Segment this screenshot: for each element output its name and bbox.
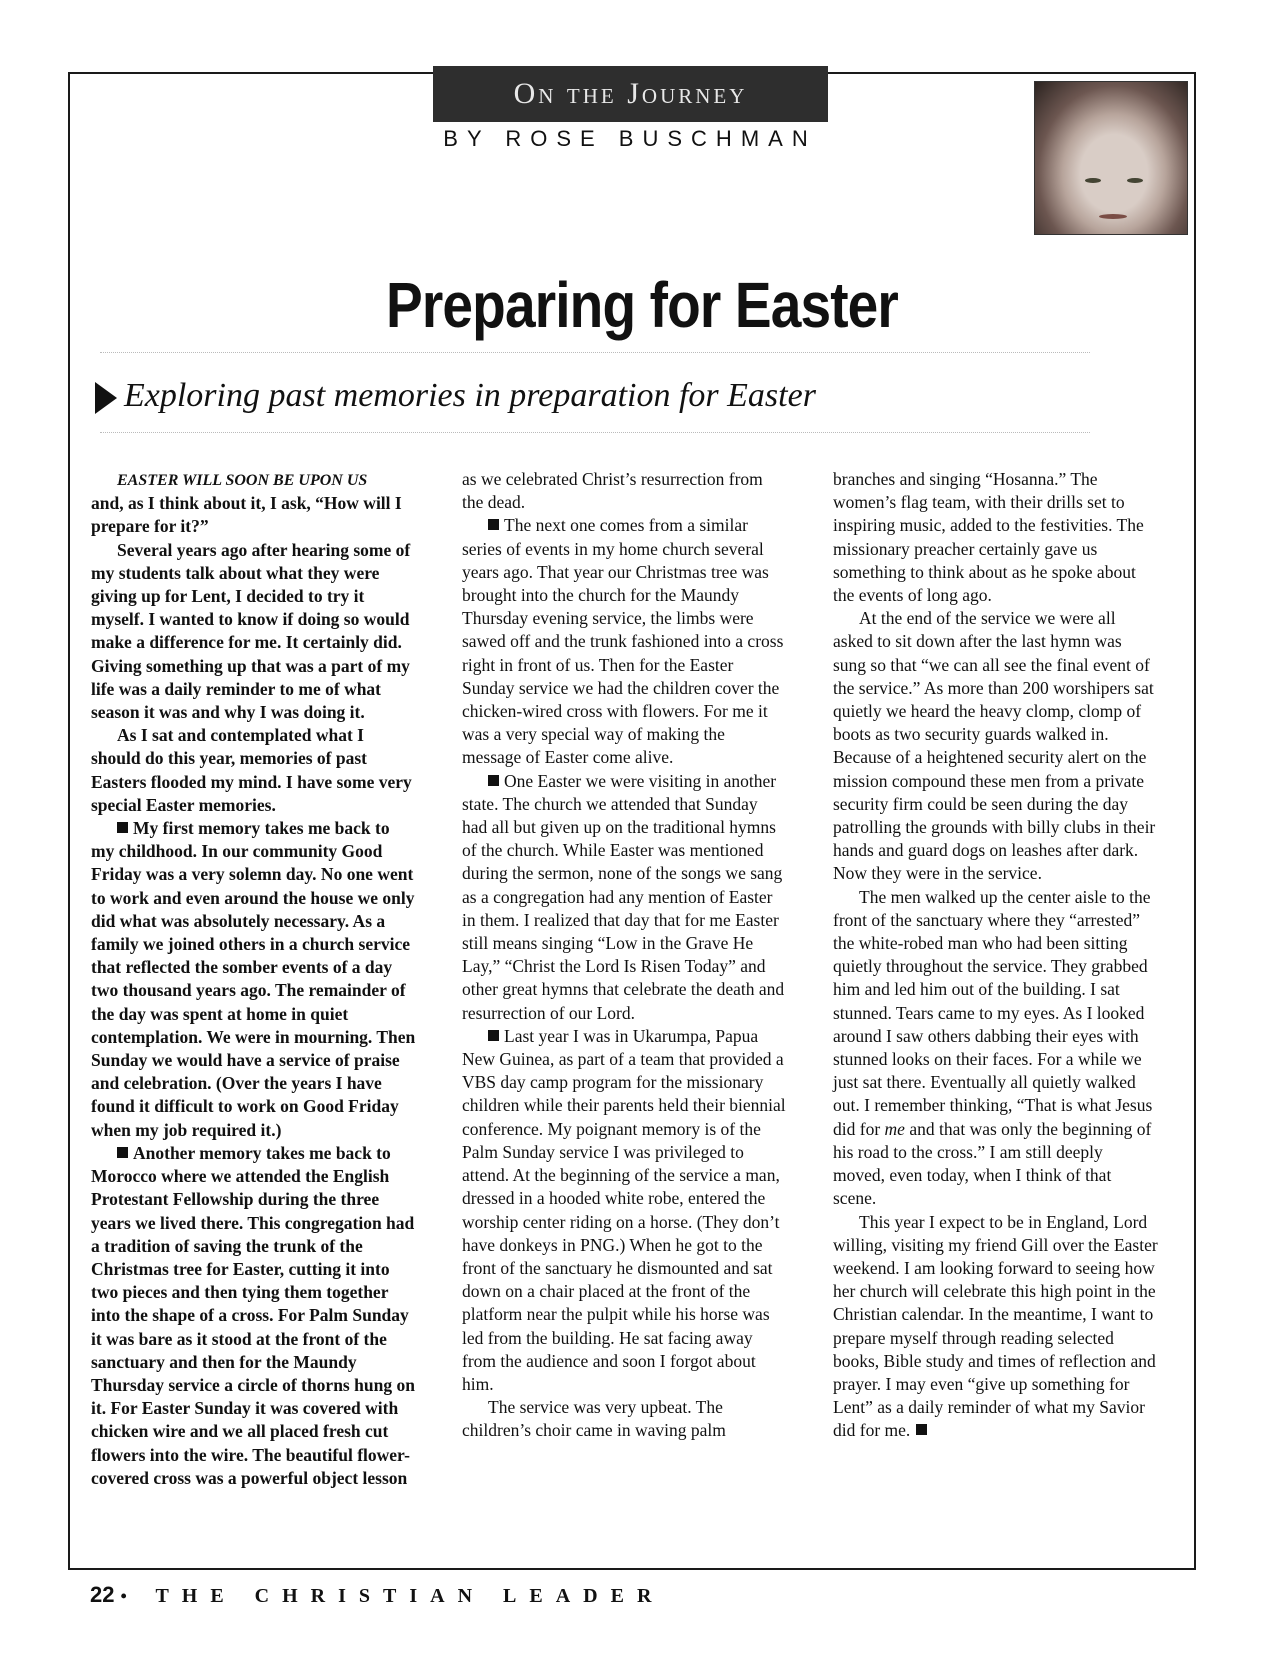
paragraph bbox=[91, 468, 416, 492]
paragraph bbox=[462, 514, 787, 769]
article-title: Preparing for Easter bbox=[386, 269, 898, 341]
paragraph: branches and singing “Hosanna.” The women’s flag team, with their drills set to inspiring music, added to the festivities. The missionary preacher certainly gave us something to think about as he spoke about the events of long ago. bbox=[833, 469, 1144, 606]
paragraph bbox=[833, 886, 1158, 1211]
emphasis: me bbox=[884, 1118, 905, 1139]
paragraph-text: and that was only the beginning of his road to the cross.” I am still deeply moved, even today, when I think of that scene. bbox=[833, 1118, 1152, 1209]
paragraph bbox=[462, 770, 787, 1025]
author-photo-mouth bbox=[1099, 214, 1127, 219]
byline: BY ROSE BUSCHMAN bbox=[443, 126, 817, 151]
end-mark-icon bbox=[916, 1424, 927, 1435]
paragraph: At the end of the service we were all asked to sit down after the last hymn was sung so that “we can all see the final event of the service.” As more than 200 worshipers sat quietly we heard the heavy clomp, clomp of boots as two security guards walked in. Because of a heightened security alert on the mission compound these men from a private security firm could be seen during the day patrolling the grounds with billy clubs in their hands and guard dogs on leashes after dark. Now they were in the service. bbox=[833, 608, 1156, 884]
square-bullet-icon bbox=[488, 1030, 499, 1041]
paragraph-text: The men walked up the center aisle to the front of the sanctuary where they “arrested” the white-robed man who had been sitting quietly throughout the service. They grabbed him and led him out of the building. I sat stunned. Tears came to my eyes. As I looked around I saw others dabbing their eyes with stunned looks on their faces. For a while we just sat there. Eventually all quietly walked out. I remember thinking, “That is what Jesus did for bbox=[833, 886, 1153, 1139]
paragraph: Several years ago after hearing some of my students talk about what they were giving up for Lent, I decided to try it myself. I wanted to know if doing so would make a difference for me. It certainly did. Giving something up that was a part of my life was a daily reminder to me of what season it was and why I was doing it. bbox=[91, 539, 411, 723]
paragraph bbox=[462, 1025, 787, 1396]
square-bullet-icon bbox=[117, 822, 128, 833]
column-1 bbox=[91, 468, 416, 1490]
square-bullet-icon bbox=[117, 1147, 128, 1158]
square-bullet-icon bbox=[488, 519, 499, 530]
column-3 bbox=[833, 468, 1158, 1443]
author-photo bbox=[1034, 81, 1188, 235]
paragraph: and, as I think about it, I ask, “How will I prepare for it?” bbox=[91, 493, 402, 537]
author-photo-eye bbox=[1085, 178, 1101, 183]
paragraph: as we celebrated Christ’s resurrection from the dead. bbox=[462, 469, 763, 513]
paragraph bbox=[91, 817, 416, 1142]
page-number: 22 bbox=[90, 1582, 115, 1607]
author-photo-eye bbox=[1127, 178, 1143, 183]
paragraph: The service was very upbeat. The children’s choir came in waving palm bbox=[462, 1397, 726, 1441]
paragraph bbox=[833, 1211, 1158, 1443]
paragraph: As I sat and contemplated what I should do this year, memories of past Easters flooded my mind. I have some very special Easter memories. bbox=[91, 725, 412, 815]
square-bullet-icon bbox=[488, 775, 499, 786]
paragraph-text: Last year I was in Ukarumpa, Papua New Guinea, as part of a team that provided a VBS day camp program for the missionary children while their parents held their biennial conference. My poignant memory is of the Palm Sunday service I was privileged to attend. At the beginning of the service a man, dressed in a hooded white robe, entered the worship center riding on a horse. (They don’t have donkeys in PNG.) When he got to the front of the sanctuary he dismounted and sat down on a chair placed at the front of the platform near the pulpit while his horse was led from the building. He sat facing away from the audience and soon I forgot about him. bbox=[462, 1025, 786, 1394]
paragraph-text: One Easter we were visiting in another state. The church we attended that Sunday had all but given up on the traditional hymns of the church. While Easter was mentioned during the sermon, none of the songs we sang as a congregation had any mention of Easter in them. I realized that day that for me Easter still means singing “Low in the Grave He Lay,” “Christ the Lord Is Risen Today” and other great hymns that celebrate the death and resurrection of our Lord. bbox=[462, 770, 785, 1023]
lead-in: EASTER WILL SOON BE UPON US bbox=[117, 472, 368, 489]
column-banner: On the Journey bbox=[433, 66, 828, 122]
paragraph bbox=[91, 1142, 416, 1490]
divider bbox=[100, 352, 1090, 353]
triangle-arrow-icon bbox=[95, 382, 117, 414]
page-footer bbox=[90, 1582, 664, 1608]
paragraph-text: Another memory takes me back to Morocco where we attended the English Protestant Fellowship during the three years we lived there. This congregation had a tradition of saving the trunk of the Christmas tree for Easter, cutting it into two pieces and then tying them together into the shape of a cross. For Palm Sunday it was bare as it stood at the front of the sanctuary and then for the Maundy Thursday service a circle of thorns hung on it. For Easter Sunday it was covered with chicken wire and we all placed fresh cut flowers into the wire. The beautiful flower-covered cross was a powerful object lesson bbox=[91, 1142, 415, 1488]
publication-name: THE CHRISTIAN LEADER bbox=[155, 1585, 665, 1607]
paragraph-text: This year I expect to be in England, Lord willing, visiting my friend Gill over the Easter weekend. I am looking forward to seeing how her church will celebrate this high point in the Christian calendar. In the meantime, I want to prepare myself through reading selected books, Bible study and times of reflection and prayer. I may even “give up something for Lent” as a daily reminder of what my Savior did for me. bbox=[833, 1211, 1158, 1441]
paragraph-text: My first memory takes me back to my childhood. In our community Good Friday was a very solemn day. No one went to work and even around the house we only did what was absolutely necessary. As a family we joined others in a church service that reflected the somber events of a day two thousand years ago. The remainder of the day was spent at home in quiet contemplation. We were in mourning. Then Sunday we would have a service of praise and celebration. (Over the years I have found it difficult to work on Good Friday when my job required it.) bbox=[91, 818, 416, 1140]
column-2 bbox=[462, 468, 787, 1443]
bullet-dot-icon: • bbox=[120, 1586, 140, 1606]
divider bbox=[100, 432, 1090, 433]
article-subtitle: Exploring past memories in preparation for Easter bbox=[124, 377, 816, 414]
paragraph-text: The next one comes from a similar series of events in my home church several years ago. That year our Christmas tree was brought into the church for the Maundy Thursday evening service, the limbs were sawed off and the trunk fashioned into a cross right in front of us. Then for the Easter Sunday service we had the children cover the chicken-wired cross with flowers. For me it was a very special way of making the message of Easter come alive. bbox=[462, 515, 784, 768]
